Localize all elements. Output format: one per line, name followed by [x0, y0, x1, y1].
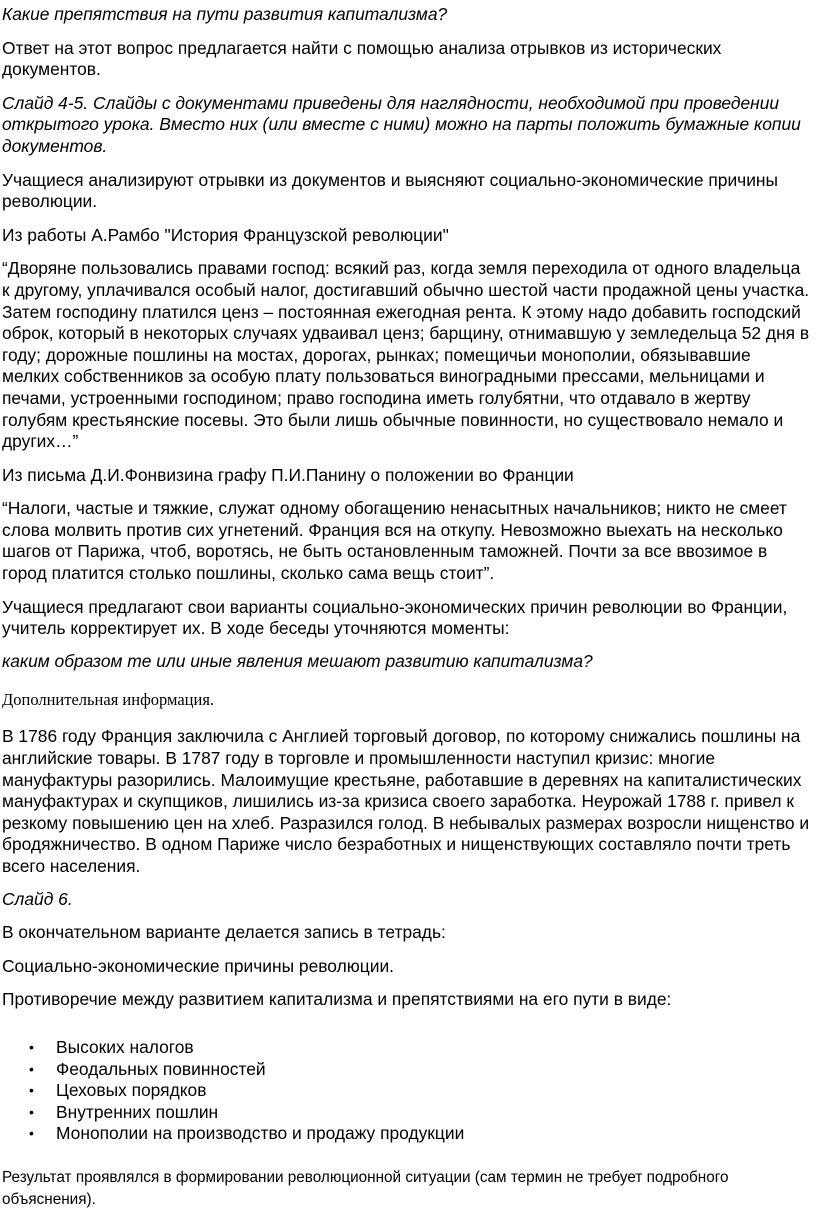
intro-paragraph: Ответ на этот вопрос предлагается найти с помощью анализа отрывков из исторических документов.: [2, 37, 722, 80]
bullet-icon: •: [29, 1082, 34, 1099]
list-item: • Высоких налогов: [29, 1036, 194, 1057]
contradiction-paragraph: Противоречие между развитием капитализма и препятствиями на его пути в виде:: [2, 989, 672, 1010]
notebook-record-paragraph: В окончательном варианте делается запись в тетрадь:: [2, 922, 446, 943]
result-paragraph: Результат проявлялся в формировании революционной ситуации (сам термин не требует подробного объяснения).: [2, 1168, 729, 1208]
discussion-question: каким образом те или иные явления мешают развитию капитализма?: [2, 650, 593, 671]
question-heading: Какие препятствия на пути развития капитализма?: [2, 4, 448, 24]
slide-note-6: Слайд 6.: [2, 888, 73, 909]
causes-heading: Социально-экономические причины революции.: [2, 955, 395, 976]
bullet-icon: •: [29, 1060, 34, 1077]
students-analyze-paragraph: Учащиеся анализируют отрывки из документов и выясняют социально-экономические причины революции.: [2, 169, 779, 212]
bullet-icon: •: [29, 1103, 34, 1120]
causes-list: [2, 1037, 812, 1145]
list-item: • Цеховых порядков: [29, 1080, 207, 1101]
bullet-icon: •: [29, 1125, 34, 1142]
list-item: • Феодальных повинностей: [29, 1058, 266, 1079]
additional-info-paragraph: В 1786 году Франция заключила с Англией торговый договор, по которому снижались пошлины на английские товары. В 1787 году в торговле и промышленности наступил кризис: многие мануфактуры разорились. Малоимущие крестьяне, работавшие в деревнях на капиталистических мануфактурах и скупщиков, лишились из-за кризиса своего заработка. Неурожай 1788 г. привел к резкому повышению цен на хлеб. Разразился голод. В небывалых размерах возросли нищенство и бродяжничество. В одном Париже число безработных и нищенствующих составляло почти треть всего населения.: [2, 726, 810, 876]
quote-fonvizin: “Налоги, частые и тяжкие, служат одному обогащению ненасытных начальников; никто не смеет слова молвить против сих угнетений. Франция вся на откупу. Невозможно выехать на несколько шагов от Парижа, чтоб, воротясь, не быть остановленным таможней. Почти за все ввозимое в город платится столько пошлины, сколько сама вещь стоит”.: [2, 498, 787, 584]
slide-note-4-5: Слайд 4-5. Слайды с документами приведены для наглядности, необходимой при проведении открытого урока. Вместо них (или вместе с ними) можно на парты положить бумажные копии документов.: [2, 92, 801, 156]
students-propose-paragraph: Учащиеся предлагают свои варианты социально-экономических причин революции во Франции, учитель корректирует их. В ходе беседы уточняются моменты:: [2, 596, 788, 639]
bullet-icon: •: [29, 1038, 34, 1055]
list-item: • Монополии на производство и продажу продукции: [29, 1123, 465, 1144]
list-item: • Внутренних пошлин: [29, 1101, 219, 1122]
document-page: [0, 4, 816, 1208]
source-fonvizin: Из письма Д.И.Фонвизина графу П.И.Панину о положении во Франции: [2, 464, 574, 485]
quote-rambo: “Дворяне пользовались правами господ: всякий раз, когда земля переходила от одного владельца к другому, уплачивался особый налог, достигавший обычно шестой части продажной цены участка. Затем господину платился ценз – постоянная ежегодная рента. К этому надо добавить господский оброк, который в некоторых случаях удваивал ценз; барщину, отнимавшую у земледельца 52 дня в году; дорожные пошлины на мостах, дорогах, рынках; помещичьи монополии, обязывавшие мелких собственников за особую плату пользоваться виноградными прессами, мельницами и печами, устроенными господином; право господина иметь голубятни, что отдавало в жертву голубям крестьянские посевы. Это были лишь обычные повинности, но существовало немало и других…”: [2, 258, 810, 452]
additional-info-heading: Дополнительная информация.: [2, 690, 215, 710]
source-rambo: Из работы А.Рамбо "История Французской революции": [2, 224, 449, 245]
